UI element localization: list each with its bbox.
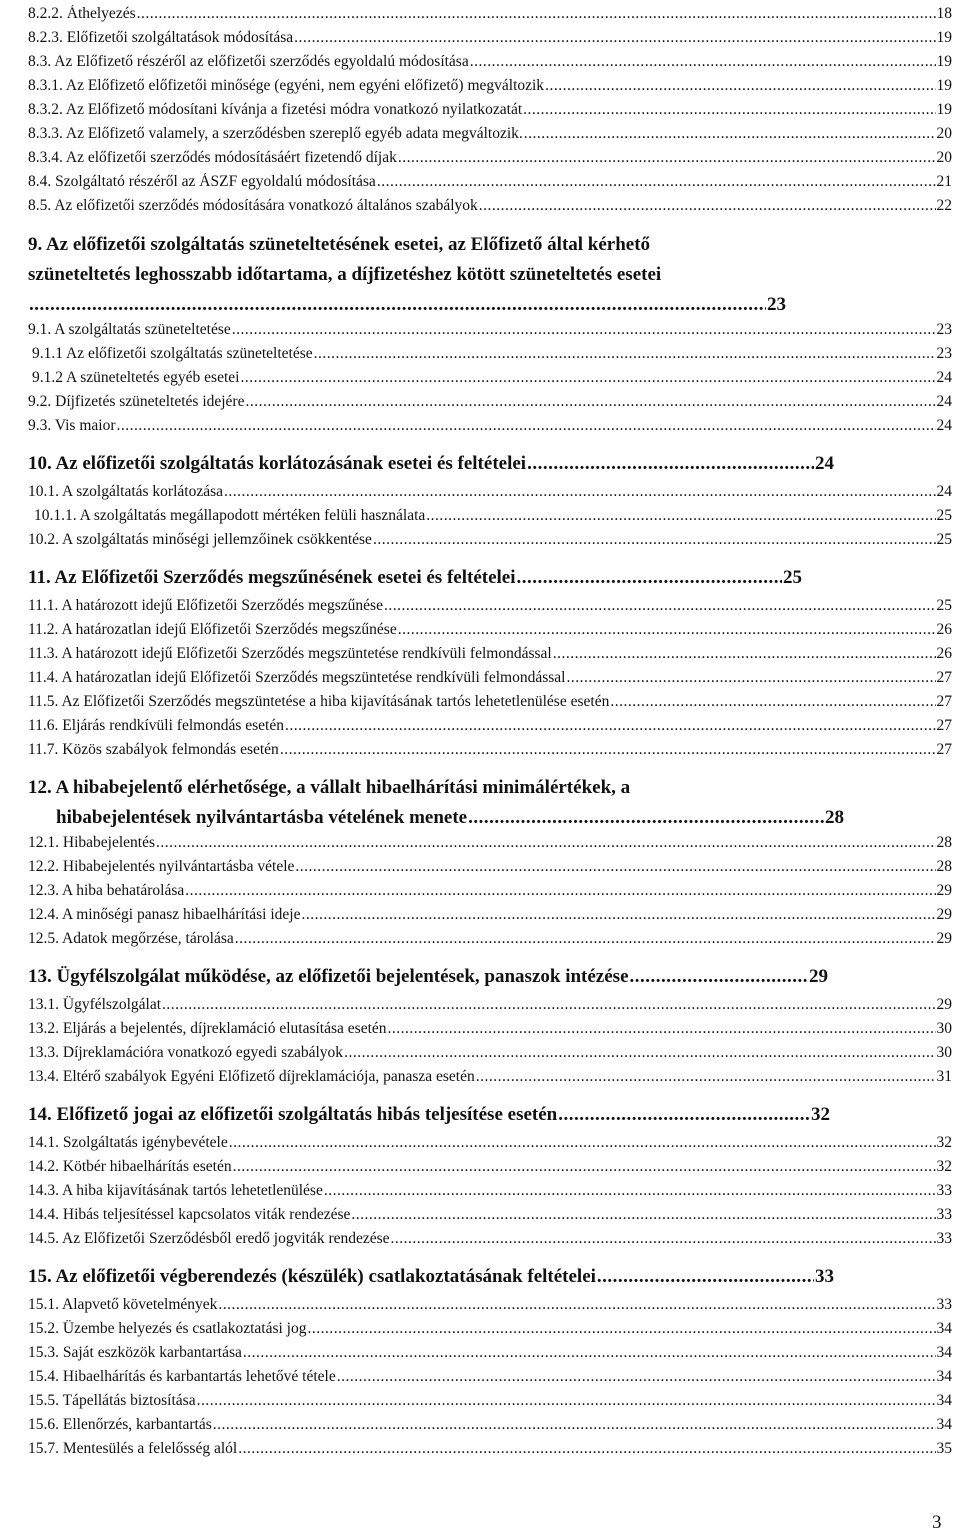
toc-leader bbox=[545, 77, 935, 95]
toc-leader bbox=[185, 882, 935, 900]
toc-entry-page: 19 bbox=[936, 101, 952, 118]
toc-entry-title: 14.5. Az Előfizetői Szerződésből eredő jogviták rendezése bbox=[28, 1230, 390, 1247]
toc-leader bbox=[243, 1344, 936, 1362]
toc-entry-title: 15.4. Hibaelhárítás és karbantartás lehetővé tétele bbox=[28, 1368, 336, 1385]
toc-entry[interactable] bbox=[28, 197, 952, 215]
toc-leader bbox=[116, 417, 935, 435]
toc-entry-title: 10. Az előfizetői szolgáltatás korlátozásának esetei és feltételei bbox=[28, 453, 527, 474]
toc-entry-page: 27 bbox=[936, 741, 952, 758]
toc-entry-page: 33 bbox=[936, 1182, 952, 1199]
toc-leader bbox=[468, 807, 824, 829]
toc-entry[interactable] bbox=[28, 483, 952, 501]
toc-leader bbox=[479, 197, 936, 215]
toc-entry[interactable] bbox=[28, 149, 952, 167]
toc-entry-title: 9.3. Vis maior bbox=[28, 417, 116, 434]
toc-leader bbox=[162, 996, 935, 1014]
toc-leader bbox=[235, 930, 936, 948]
toc-entry[interactable] bbox=[28, 1416, 952, 1434]
toc-entry-title: 11.4. A határozatlan idejű Előfizetői Szerződés megszüntetése rendkívüli felmondással bbox=[28, 669, 566, 686]
toc-leader bbox=[197, 1392, 936, 1410]
toc-entry-page: 20 bbox=[936, 149, 952, 166]
toc-leader bbox=[294, 29, 935, 47]
toc-entry-page: 34 bbox=[936, 1344, 952, 1361]
toc-heading-9-line2[interactable]: szüneteltetés leghosszabb időtartama, a díjfizetéshez kötött szüneteltetés esetei bbox=[28, 264, 662, 285]
toc-heading[interactable] bbox=[28, 1266, 834, 1288]
toc-entry-page: 27 bbox=[936, 717, 952, 734]
toc-leader bbox=[233, 1158, 936, 1176]
toc-entry[interactable] bbox=[28, 531, 952, 549]
toc-entry-title: 8.3.1. Az Előfizető előfizetői minősége (egyéni, nem egyéni előfizető) megváltozik bbox=[28, 77, 545, 94]
toc-entry-title: 12.2. Hibabejelentés nyilvántartásba vétele bbox=[28, 858, 295, 875]
toc-leader bbox=[351, 1206, 935, 1224]
toc-entry[interactable] bbox=[28, 882, 952, 900]
toc-entry-page: 18 bbox=[936, 5, 952, 22]
toc-entry[interactable] bbox=[28, 29, 952, 47]
toc-leader bbox=[566, 669, 935, 687]
toc-leader bbox=[314, 345, 936, 363]
toc-entry-title: 10.1. A szolgáltatás korlátozása bbox=[28, 483, 223, 500]
toc-entry-title: 14.4. Hibás teljesítéssel kapcsolatos viták rendezése bbox=[28, 1206, 351, 1223]
toc-entry-page: 19 bbox=[936, 53, 952, 70]
toc-entry[interactable] bbox=[28, 621, 952, 639]
toc-entry-page: 28 bbox=[936, 834, 952, 851]
toc-entry-page: 29 bbox=[809, 966, 828, 987]
toc-heading-9-line3[interactable] bbox=[28, 294, 786, 316]
toc-entry-page: 24 bbox=[936, 417, 952, 434]
toc-entry-title: 12.5. Adatok megőrzése, tárolása bbox=[28, 930, 234, 947]
toc-entry-page: 34 bbox=[936, 1368, 952, 1385]
toc-entry[interactable] bbox=[28, 1344, 952, 1362]
toc-leader bbox=[285, 717, 936, 735]
toc-entry-page: 33 bbox=[936, 1296, 952, 1313]
toc-entry-title: hibabejelentések nyilvántartásba vételének menete bbox=[56, 807, 468, 828]
toc-entry[interactable] bbox=[28, 1230, 952, 1248]
toc-heading[interactable] bbox=[28, 453, 834, 475]
toc-entry-title: 8.5. Az előfizetői szerződés módosítására vonatkozó általános szabályok bbox=[28, 197, 478, 214]
toc-entry[interactable] bbox=[28, 1320, 952, 1338]
toc-leader bbox=[280, 741, 936, 759]
toc-entry[interactable] bbox=[28, 1206, 952, 1224]
toc-entry[interactable] bbox=[28, 693, 952, 711]
page-number: 3 bbox=[932, 1512, 942, 1533]
toc-entry-page: 35 bbox=[936, 1440, 952, 1457]
toc-leader bbox=[238, 1440, 935, 1458]
toc-entry-title: 15.1. Alapvető követelmények bbox=[28, 1296, 218, 1313]
toc-entry-page: 27 bbox=[936, 669, 952, 686]
toc-entry-page: 31 bbox=[936, 1068, 952, 1085]
toc-entry[interactable] bbox=[34, 507, 952, 525]
toc-entry-page: 33 bbox=[936, 1206, 952, 1223]
toc-entry[interactable] bbox=[32, 369, 952, 387]
toc-entry-page: 25 bbox=[936, 531, 952, 548]
toc-leader bbox=[377, 173, 936, 191]
toc-entry[interactable] bbox=[28, 1182, 952, 1200]
toc-leader bbox=[597, 1266, 814, 1288]
toc-leader bbox=[218, 1296, 935, 1314]
toc-leader bbox=[610, 693, 935, 711]
toc-entry-title: 14. Előfizető jogai az előfizetői szolgáltatás hibás teljesítése esetén bbox=[28, 1104, 558, 1125]
toc-entry-page: 24 bbox=[936, 483, 952, 500]
toc-leader bbox=[398, 149, 936, 167]
toc-leader bbox=[29, 294, 766, 316]
toc-entry-title: 15.3. Saját eszközök karbantartása bbox=[28, 1344, 242, 1361]
toc-entry-page: 34 bbox=[936, 1392, 952, 1409]
toc-entry-page: 25 bbox=[936, 597, 952, 614]
toc-entry[interactable] bbox=[28, 1158, 952, 1176]
toc-heading-12-line2[interactable] bbox=[56, 807, 844, 829]
toc-entry[interactable] bbox=[28, 717, 952, 735]
toc-heading[interactable] bbox=[28, 567, 802, 589]
toc-leader bbox=[398, 621, 936, 639]
toc-leader bbox=[224, 483, 936, 501]
toc-leader bbox=[470, 53, 936, 71]
toc-entry-page: 33 bbox=[936, 1230, 952, 1247]
toc-entry-title: 8.2.3. Előfizetői szolgáltatások módosítása bbox=[28, 29, 294, 46]
toc-entry-title: 13.4. Eltérő szabályok Egyéni Előfizető díjreklamációja, panasza esetén bbox=[28, 1068, 475, 1085]
toc-entry-title: 9.2. Díjfizetés szüneteltetés idejére bbox=[28, 393, 245, 410]
toc-leader bbox=[245, 393, 935, 411]
toc-entry-page: 23 bbox=[936, 345, 952, 362]
toc-entry-title: 15.6. Ellenőrzés, karbantartás bbox=[28, 1416, 212, 1433]
toc-leader bbox=[344, 1044, 935, 1062]
toc-leader bbox=[384, 597, 936, 615]
toc-entry-page: 29 bbox=[936, 996, 952, 1013]
toc-heading-9-line1[interactable]: 9. Az előfizetői szolgáltatás szüneteltetésének esetei, az Előfizető által kérhető bbox=[28, 234, 651, 255]
toc-entry[interactable] bbox=[28, 1392, 952, 1410]
toc-leader bbox=[295, 858, 935, 876]
toc-entry-title: 8.3.2. Az Előfizető módosítani kívánja a fizetési módra vonatkozó nyilatkozatát bbox=[28, 101, 523, 118]
toc-leader bbox=[524, 125, 936, 143]
toc-entry-page: 23 bbox=[936, 321, 952, 338]
toc-entry[interactable] bbox=[28, 645, 952, 663]
toc-entry[interactable] bbox=[28, 125, 952, 143]
toc-entry-title: 9.1.2 A szüneteltetés egyéb esetei bbox=[32, 369, 240, 386]
toc-entry[interactable] bbox=[28, 597, 952, 615]
toc-entry-page: 24 bbox=[815, 453, 834, 474]
toc-entry[interactable] bbox=[32, 345, 952, 363]
toc-leader bbox=[232, 321, 936, 339]
toc-entry-title: 14.2. Kötbér hibaelhárítás esetén bbox=[28, 1158, 232, 1175]
toc-leader bbox=[527, 453, 814, 475]
toc-leader bbox=[337, 1368, 936, 1386]
toc-entry[interactable] bbox=[28, 1296, 952, 1314]
toc-entry-page: 34 bbox=[936, 1320, 952, 1337]
toc-entry-page: 28 bbox=[825, 807, 844, 828]
toc-heading[interactable] bbox=[28, 966, 828, 988]
toc-entry-page: 26 bbox=[936, 645, 952, 662]
toc-entry-title: 12.4. A minőségi panasz hibaelhárítási ideje bbox=[28, 906, 301, 923]
toc-entry-page: 21 bbox=[936, 173, 952, 190]
toc-entry-title: 8.2.2. Áthelyezés bbox=[28, 5, 136, 22]
toc-entry-page: 29 bbox=[936, 882, 952, 899]
toc-leader bbox=[426, 507, 935, 525]
toc-entry[interactable] bbox=[28, 669, 952, 687]
toc-entry-title: 10.1.1. A szolgáltatás megállapodott mértéken felüli használata bbox=[34, 507, 426, 524]
toc-leader bbox=[229, 1134, 936, 1152]
toc-entry-title: 8.4. Szolgáltató részéről az ÁSZF egyoldalú módosítása bbox=[28, 173, 376, 190]
toc-entry-page: 24 bbox=[936, 369, 952, 386]
toc-entry[interactable] bbox=[28, 1368, 952, 1386]
toc-entry-page: 30 bbox=[936, 1044, 952, 1061]
toc-leader bbox=[324, 1182, 936, 1200]
toc-entry[interactable] bbox=[28, 1020, 952, 1038]
toc-entry[interactable] bbox=[28, 393, 952, 411]
toc-entry-title: 8.3.4. Az előfizetői szerződés módosításáért fizetendő díjak bbox=[28, 149, 397, 166]
toc-leader bbox=[553, 645, 936, 663]
toc-entry-title: 12.3. A hiba behatárolása bbox=[28, 882, 185, 899]
toc-entry[interactable] bbox=[28, 417, 952, 435]
toc-leader bbox=[558, 1104, 810, 1126]
toc-leader bbox=[307, 1320, 935, 1338]
toc-entry-title: 9.1.1 Az előfizetői szolgáltatás szüneteltetése bbox=[32, 345, 313, 362]
toc-entry-title: 15.5. Tápellátás biztosítása bbox=[28, 1392, 196, 1409]
toc-entry-page: 34 bbox=[936, 1416, 952, 1433]
toc-entry[interactable] bbox=[28, 1044, 952, 1062]
toc-entry-title: 11.1. A határozott idejű Előfizetői Szerződés megszűnése bbox=[28, 597, 383, 614]
toc-entry[interactable] bbox=[28, 1134, 952, 1152]
toc-entry-title: 11.6. Eljárás rendkívüli felmondás esetén bbox=[28, 717, 284, 734]
toc-entry-title: 11.3. A határozott idejű Előfizetői Szerződés megszüntetése rendkívüli felmondással bbox=[28, 645, 552, 662]
toc-entry[interactable] bbox=[28, 930, 952, 948]
toc-entry[interactable] bbox=[28, 5, 952, 23]
toc-entry[interactable] bbox=[28, 741, 952, 759]
toc-entry-page: 29 bbox=[936, 930, 952, 947]
toc-entry-page: 22 bbox=[936, 197, 952, 214]
toc-entry-title: 13.2. Eljárás a bejelentés, díjreklamáció elutasítása esetén bbox=[28, 1020, 387, 1037]
toc-leader bbox=[301, 906, 935, 924]
toc-entry-page: 25 bbox=[783, 567, 802, 588]
toc-entry-page: 33 bbox=[815, 1266, 834, 1287]
toc-entry-page: 24 bbox=[936, 393, 952, 410]
toc-entry[interactable] bbox=[28, 77, 952, 95]
toc-entry-title: 15.2. Üzembe helyezés és csatlakoztatási jog bbox=[28, 1320, 307, 1337]
toc-heading[interactable] bbox=[28, 1104, 830, 1126]
toc-leader bbox=[213, 1416, 936, 1434]
toc-entry[interactable] bbox=[28, 996, 952, 1014]
toc-entry[interactable] bbox=[28, 834, 952, 852]
toc-entry[interactable] bbox=[28, 53, 952, 71]
toc-entry-title: 13.3. Díjreklamációra vonatkozó egyedi szabályok bbox=[28, 1044, 344, 1061]
toc-leader bbox=[517, 567, 782, 589]
toc-heading-12-line1[interactable]: 12. A hibabejelentő elérhetősége, a vállalt hibaelhárítási minimálértékek, a bbox=[28, 777, 631, 798]
toc-entry-page: 30 bbox=[936, 1020, 952, 1037]
toc-entry-page: 19 bbox=[936, 77, 952, 94]
toc-entry-title: 11.5. Az Előfizetői Szerződés megszüntetése a hiba kijavításának tartós lehetetlenülése esetén bbox=[28, 693, 610, 710]
toc-entry-title: 8.3. Az Előfizető részéről az előfizetői szerződés egyoldalú módosítása bbox=[28, 53, 469, 70]
toc-entry-title: 15. Az előfizetői végberendezés (készülék) csatlakoztatásának feltételei bbox=[28, 1266, 596, 1287]
toc-leader bbox=[240, 369, 935, 387]
toc-leader bbox=[523, 101, 935, 119]
toc-entry-title: 10.2. A szolgáltatás minőségi jellemzőinek csökkentése bbox=[28, 531, 372, 548]
toc-entry[interactable] bbox=[28, 321, 952, 339]
toc-entry-page: 23 bbox=[767, 294, 786, 315]
toc-leader bbox=[137, 5, 936, 23]
toc-entry-title: 13. Ügyfélszolgálat működése, az előfizetői bejelentések, panaszok intézése bbox=[28, 966, 629, 987]
toc-entry-page: 26 bbox=[936, 621, 952, 638]
toc-entry-title: 14.3. A hiba kijavításának tartós lehetetlenülése bbox=[28, 1182, 323, 1199]
toc-entry-page: 25 bbox=[936, 507, 952, 524]
toc-entry[interactable] bbox=[28, 1068, 952, 1086]
toc-leader bbox=[156, 834, 936, 852]
toc-entry-title: 14.1. Szolgáltatás igénybevétele bbox=[28, 1134, 228, 1151]
toc-entry-title: 13.1. Ügyfélszolgálat bbox=[28, 996, 162, 1013]
toc-entry-title: 11. Az Előfizetői Szerződés megszűnésének esetei és feltételei bbox=[28, 567, 516, 588]
toc-entry-page: 20 bbox=[936, 125, 952, 142]
toc-entry-title: 8.3.3. Az Előfizető valamely, a szerződésben szereplő egyéb adata megváltozik. bbox=[28, 125, 523, 142]
toc-entry-page: 29 bbox=[936, 906, 952, 923]
toc-entry-page: 32 bbox=[936, 1134, 952, 1151]
toc-entry-page: 28 bbox=[936, 858, 952, 875]
toc-entry[interactable] bbox=[28, 858, 952, 876]
toc-entry-title: 11.7. Közös szabályok felmondás esetén bbox=[28, 741, 279, 758]
toc-entry-title: 9.1. A szolgáltatás szüneteltetése bbox=[28, 321, 231, 338]
toc-leader bbox=[373, 531, 936, 549]
toc-leader bbox=[388, 1020, 936, 1038]
toc-entry[interactable] bbox=[28, 101, 952, 119]
toc-leader bbox=[476, 1068, 936, 1086]
toc-leader bbox=[630, 966, 808, 988]
toc-entry-page: 19 bbox=[936, 29, 952, 46]
toc-entry-title: 15.7. Mentesülés a felelősség alól bbox=[28, 1440, 238, 1457]
toc-entry[interactable] bbox=[28, 1440, 952, 1458]
toc-entry[interactable] bbox=[28, 906, 952, 924]
toc-entry-title: 12.1. Hibabejelentés bbox=[28, 834, 155, 851]
toc-entry-title: 11.2. A határozatlan idejű Előfizetői Szerződés megszűnése bbox=[28, 621, 397, 638]
toc-entry-page: 32 bbox=[811, 1104, 830, 1125]
toc-entry-page: 27 bbox=[936, 693, 952, 710]
toc-leader bbox=[391, 1230, 936, 1248]
toc-entry[interactable] bbox=[28, 173, 952, 191]
toc-entry-page: 32 bbox=[936, 1158, 952, 1175]
